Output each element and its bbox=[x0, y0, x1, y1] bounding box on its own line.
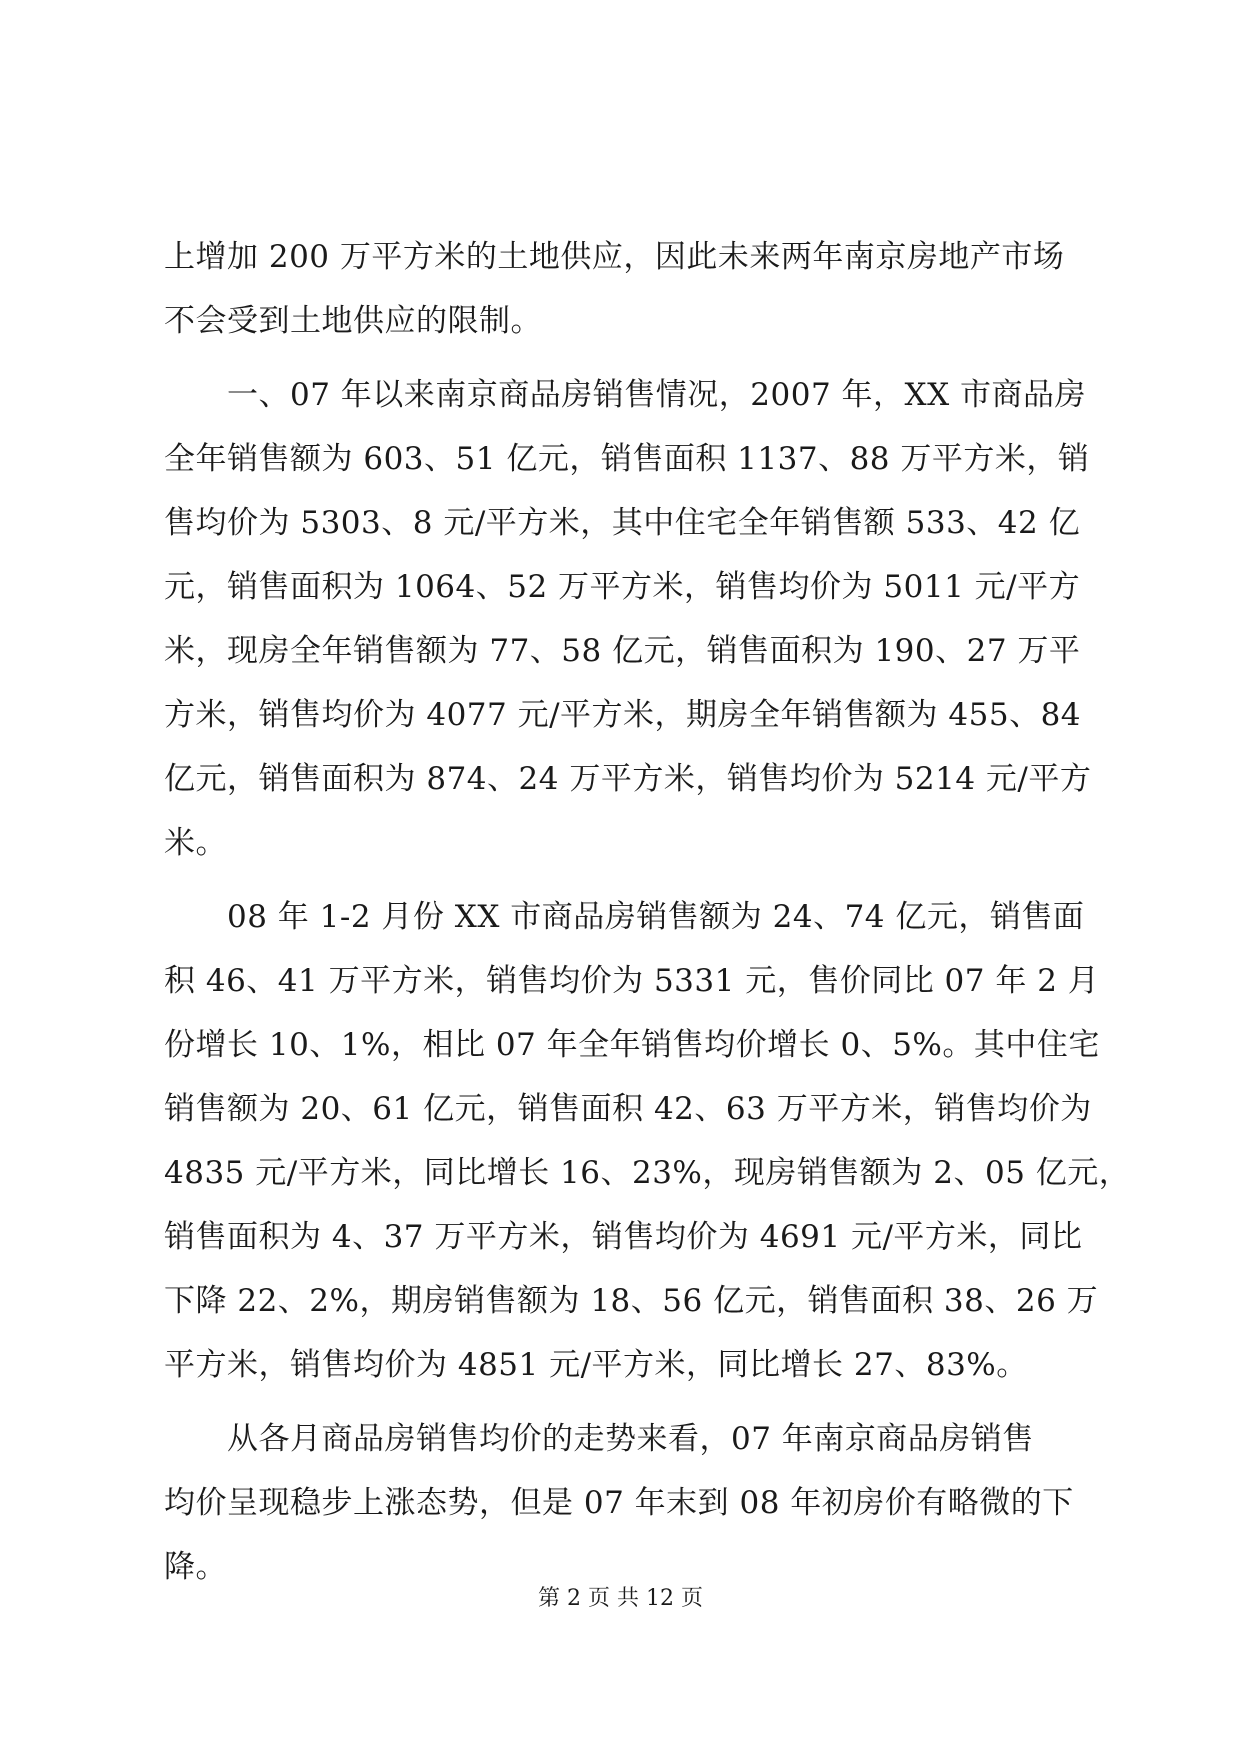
text-line: 售均价为 5303、8 元/平方米，其中住宅全年销售额 533、42 亿 bbox=[164, 505, 1081, 541]
page-number-footer: 第 2 页 共 12 页 bbox=[538, 1586, 703, 1611]
text-line: 积 46、41 万平方米，销售均价为 5331 元，售价同比 07 年 2 月 bbox=[164, 963, 1100, 999]
text-line: 均价呈现稳步上涨态势，但是 07 年末到 08 年初房价有略微的下 bbox=[164, 1485, 1074, 1521]
text-line: 销售面积为 4、37 万平方米，销售均价为 4691 元/平方米，同比 bbox=[164, 1219, 1083, 1255]
text-line: 上增加 200 万平方米的土地供应，因此未来两年南京房地产市场 bbox=[164, 239, 1065, 275]
text-line: 4835 元/平方米，同比增长 16、23%，现房销售额为 2、05 亿元， bbox=[164, 1155, 1131, 1191]
text-line: 份增长 10、1%，相比 07 年全年销售均价增长 0、5%。其中住宅 bbox=[164, 1027, 1100, 1063]
paragraph bbox=[164, 1407, 1080, 1599]
paragraph bbox=[164, 225, 1080, 353]
text-line: 方米，销售均价为 4077 元/平方米，期房全年销售额为 455、84 bbox=[164, 697, 1082, 733]
text-line: 08 年 1-2 月份 XX 市商品房销售额为 24、74 亿元，销售面 bbox=[164, 899, 1085, 935]
paragraph bbox=[164, 363, 1092, 875]
text-line: 米。 bbox=[164, 825, 227, 861]
text-line: 平方米，销售均价为 4851 元/平方米，同比增长 27、83%。 bbox=[164, 1347, 1028, 1383]
text-line: 不会受到土地供应的限制。 bbox=[164, 303, 542, 339]
text-line: 销售额为 20、61 亿元，销售面积 42、63 万平方米，销售均价为 bbox=[164, 1091, 1092, 1127]
text-line: 下降 22、2%，期房销售额为 18、56 亿元，销售面积 38、26 万 bbox=[164, 1283, 1099, 1319]
text-line: 从各月商品房销售均价的走势来看，07 年南京商品房销售 bbox=[164, 1421, 1034, 1457]
text-line: 降。 bbox=[164, 1549, 227, 1585]
text-line: 全年销售额为 603、51 亿元，销售面积 1137、88 万平方米，销 bbox=[164, 441, 1090, 477]
text-line: 一、07 年以来南京商品房销售情况，2007 年，XX 市商品房 bbox=[164, 377, 1087, 413]
text-line: 米，现房全年销售额为 77、58 亿元，销售面积为 190、27 万平 bbox=[164, 633, 1081, 669]
text-line: 亿元，销售面积为 874、24 万平方米，销售均价为 5214 元/平方 bbox=[164, 761, 1092, 797]
text-line: 元，销售面积为 1064、52 万平方米，销售均价为 5011 元/平方 bbox=[164, 569, 1081, 605]
document-body bbox=[164, 225, 1131, 1599]
paragraph bbox=[164, 885, 1131, 1397]
